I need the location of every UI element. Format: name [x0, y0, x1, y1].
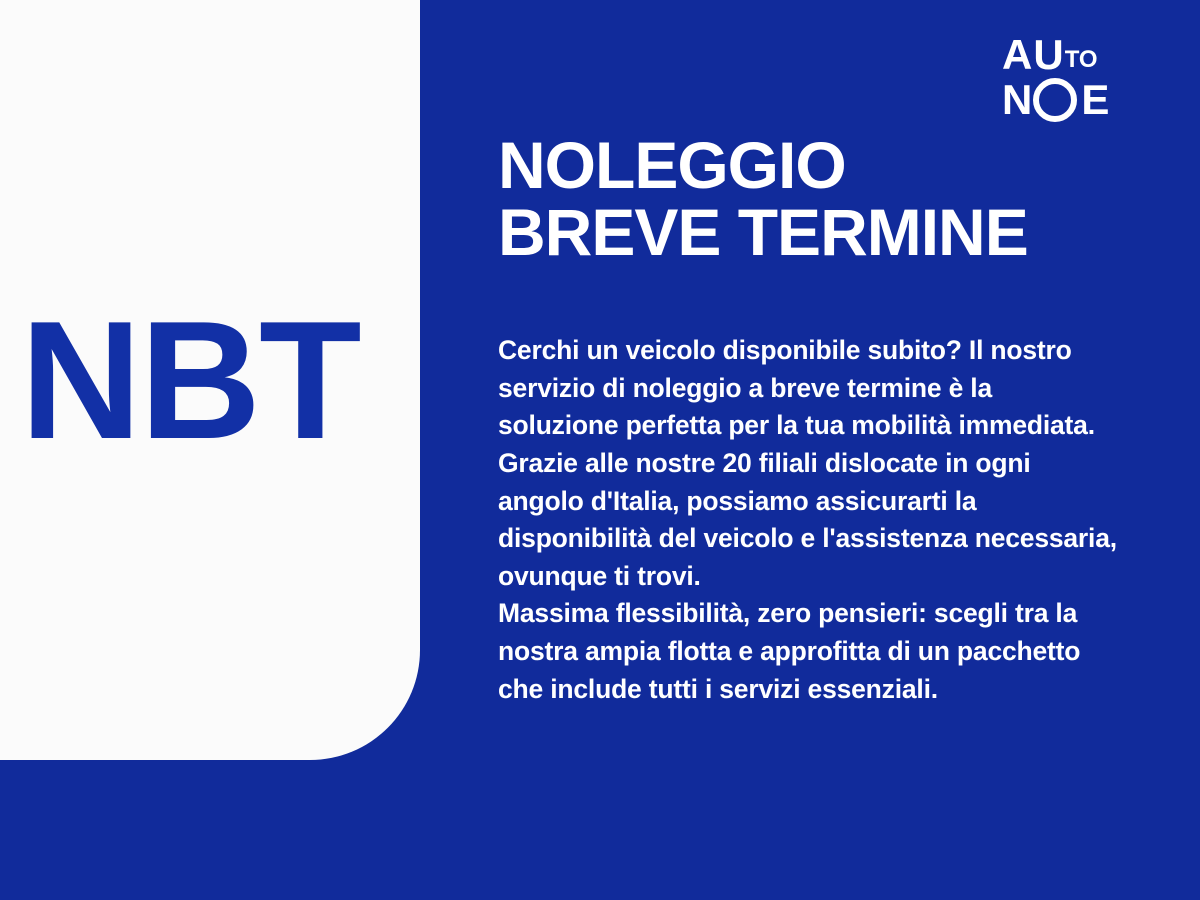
body-paragraph-1: Cerchi un veicolo disponibile subito? Il nostro servizio di noleggio a breve termine è la soluzione perfetta per la tua mobilità immediata.	[498, 335, 1095, 441]
headline-line-2: BREVE TERMINE	[498, 195, 1028, 270]
logo-line-one	[1002, 78, 1152, 122]
body-paragraph-3: Massima flessibilità, zero pensieri: scegli tra la nostra ampia flotta e approfitta di un pacchetto che include tutti i servizi essenziali.	[498, 598, 1081, 704]
left-white-panel	[0, 0, 420, 760]
nbt-abbreviation-text: NBT	[20, 286, 360, 474]
headline	[498, 128, 1158, 270]
logo-letter-e: E	[1081, 76, 1111, 123]
logo-letters-to: TO	[1064, 46, 1098, 73]
logo-letter-o: N	[1002, 76, 1034, 123]
logo-letter-u: U	[1033, 31, 1065, 78]
body-paragraph-2: Grazie alle nostre 20 filiali dislocate in ogni angolo d'Italia, possiamo assicurarti la disponibilità del veicolo e l'assistenza necessaria, ovunque ti trovi.	[498, 447, 1117, 591]
nbt-abbreviation-block	[0, 0, 420, 760]
headline-line-1: NOLEGGIO	[498, 128, 846, 202]
logo-letter-a: A	[1002, 31, 1034, 78]
body-copy	[498, 332, 1118, 708]
autoone-logo	[1002, 31, 1152, 124]
logo-circle-icon	[1033, 78, 1077, 122]
logo-line-auto	[1002, 31, 1152, 78]
